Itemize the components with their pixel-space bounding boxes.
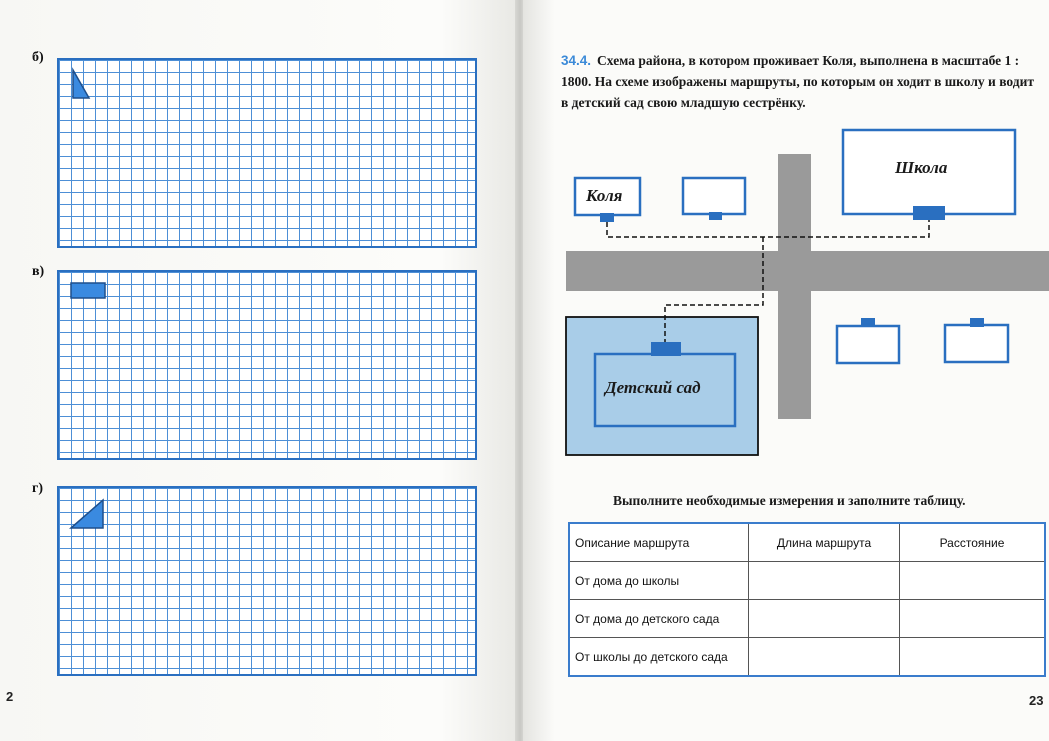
school-label: Школа bbox=[895, 158, 948, 177]
kindergarten-door bbox=[651, 342, 681, 356]
grid-b bbox=[57, 58, 477, 248]
kindergarten-label: Детский сад bbox=[605, 378, 701, 397]
horizontal-road bbox=[566, 251, 1049, 291]
grid-label-b: б) bbox=[32, 50, 44, 65]
row-distance[interactable] bbox=[900, 562, 1046, 600]
school-door bbox=[913, 206, 945, 220]
table-row bbox=[569, 638, 1045, 677]
house-2 bbox=[683, 178, 745, 214]
home-door bbox=[600, 213, 614, 222]
triangle-shape-g bbox=[57, 486, 117, 546]
table-row bbox=[569, 600, 1045, 638]
row-description: От дома до школы bbox=[569, 562, 749, 600]
house-3-door bbox=[861, 318, 875, 327]
task-body: Схема района, в котором проживает Коля, выполнена в масштабе 1 : 1800. На схеме изображены маршруты, по которым он ходит в школу и водит в детский сад свою младшую сестрёнку. bbox=[561, 53, 1034, 110]
grid-v bbox=[57, 270, 477, 460]
route-home-school bbox=[607, 220, 929, 237]
task-text bbox=[561, 50, 1041, 113]
row-route-length[interactable] bbox=[749, 638, 900, 677]
district-map bbox=[523, 120, 1049, 460]
house-2-door bbox=[709, 212, 722, 220]
grid-label-v: в) bbox=[32, 264, 45, 279]
triangle-shape-b bbox=[57, 58, 117, 118]
row-route-length[interactable] bbox=[749, 562, 900, 600]
grid-label-g: г) bbox=[32, 481, 44, 496]
table-row bbox=[569, 562, 1045, 600]
page-number-right: 23 bbox=[1029, 693, 1044, 708]
row-description: От дома до детского сада bbox=[569, 600, 749, 638]
table-header-row bbox=[569, 523, 1045, 562]
row-route-length[interactable] bbox=[749, 600, 900, 638]
house-4 bbox=[945, 325, 1008, 362]
row-distance[interactable] bbox=[900, 600, 1046, 638]
header-route-length: Длина маршрута bbox=[749, 523, 900, 562]
task-number: 34.4. bbox=[561, 53, 592, 68]
routes-table bbox=[568, 522, 1046, 677]
page-number-left: 2 bbox=[6, 689, 14, 704]
house-4-door bbox=[970, 318, 984, 327]
instruction-text: Выполните необходимые измерения и заполните таблицу. bbox=[613, 493, 966, 508]
right-page bbox=[523, 0, 1049, 741]
header-description: Описание маршрута bbox=[569, 523, 749, 562]
house-3 bbox=[837, 326, 899, 363]
left-page bbox=[0, 0, 518, 741]
row-distance[interactable] bbox=[900, 638, 1046, 677]
row-description: От школы до детского сада bbox=[569, 638, 749, 677]
grid-g bbox=[57, 486, 477, 676]
header-distance: Расстояние bbox=[900, 523, 1046, 562]
rectangle-shape-v bbox=[57, 270, 117, 310]
home-label: Коля bbox=[586, 186, 623, 205]
